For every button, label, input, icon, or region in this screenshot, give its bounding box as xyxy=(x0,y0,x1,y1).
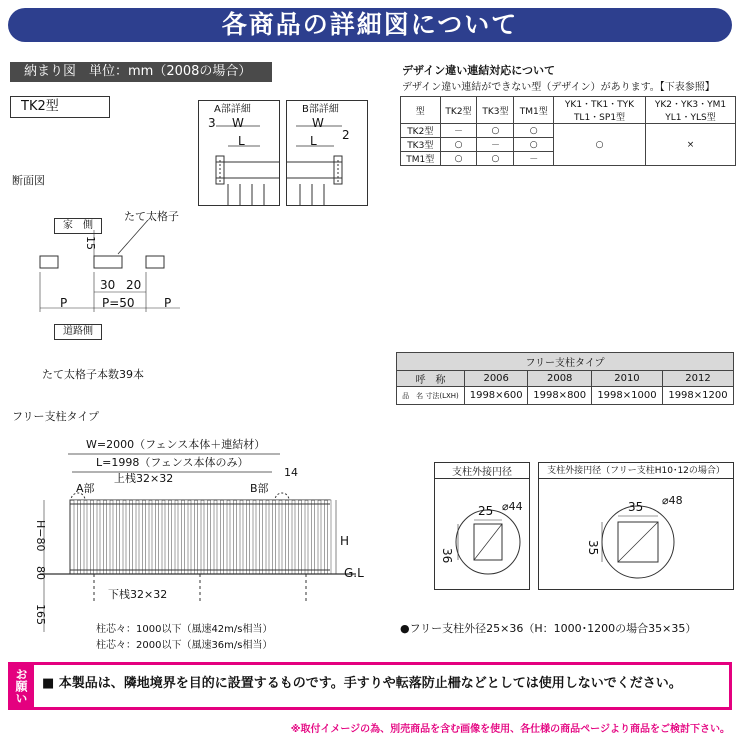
detail-b-dim: 2 xyxy=(342,128,350,142)
road-side-label: 道路側 xyxy=(54,324,102,340)
section-heading: 納まり図 単位：mm（2008の場合） xyxy=(10,62,272,82)
dim-15: 15 xyxy=(84,236,97,250)
fence-slat xyxy=(289,500,293,574)
design-cell: － xyxy=(440,124,477,138)
design-subtitle: デザイン違い連結ができない型（デザイン）があります。【下表参照】 xyxy=(402,82,715,93)
w-label: W=2000（フェンス本体＋連結材） xyxy=(86,438,266,451)
dim-20: 20 xyxy=(126,278,142,292)
dim-p-left: P xyxy=(60,296,68,310)
post-pitch-2: 柱芯々：2000以下（風速36m/s相当） xyxy=(96,640,273,651)
design-header: TM1型 xyxy=(514,97,554,124)
fence-slat xyxy=(165,500,169,574)
fence-slat xyxy=(243,500,247,574)
dim-14: 14 xyxy=(284,466,298,479)
design-header: YK1・TK1・TYK TL1・SP1型 xyxy=(554,97,646,124)
fence-slat xyxy=(191,500,195,574)
detail-b-drawing xyxy=(286,112,368,206)
free-table-call: 2012 xyxy=(662,371,733,387)
post-1-diameter: ⌀44 xyxy=(502,500,523,513)
design-cell: ○ xyxy=(514,138,554,152)
bottom-rail-label: 下桟32×32 xyxy=(108,588,168,601)
fence-slat xyxy=(211,500,215,574)
fence-slat xyxy=(107,500,111,574)
detail-a-title: A部詳細 xyxy=(214,104,251,115)
fence-slat xyxy=(172,500,176,574)
fence-slat xyxy=(302,500,306,574)
post-2-drawing xyxy=(538,480,734,590)
design-cell: × xyxy=(646,124,736,166)
design-header: YK2・YK3・YM1 YL1・YLS型 xyxy=(646,97,736,124)
fence-slat xyxy=(237,500,241,574)
fence-slat xyxy=(217,500,221,574)
free-table-name-label: 品 名 xyxy=(402,391,424,400)
fence-slat xyxy=(328,500,332,574)
fence-slat xyxy=(94,500,98,574)
free-table-dim: 1998×1200 xyxy=(662,387,733,405)
a-part-label: A部 xyxy=(76,482,95,495)
h-label: H xyxy=(340,534,350,548)
free-post-table xyxy=(396,352,734,405)
fence-slat xyxy=(159,500,163,574)
detail-b-l: L xyxy=(310,134,317,148)
design-title: デザイン違い連結対応について xyxy=(402,64,556,77)
free-table-dim-label: 寸法(LXH) xyxy=(425,391,459,400)
section-title: 断面図 xyxy=(12,174,45,187)
post-2-title: 支柱外接円径（フリー支柱H10･12の場合） xyxy=(538,463,734,479)
detail-b-title: B部詳細 xyxy=(302,104,339,115)
free-table-title: フリー支柱タイプ xyxy=(397,353,734,371)
post-2-height: 35 xyxy=(586,540,600,556)
design-cell: ○ xyxy=(477,124,514,138)
fence-slat xyxy=(81,500,85,574)
design-cell: ○ xyxy=(554,124,646,166)
fence-slat xyxy=(120,500,124,574)
fence-slat xyxy=(74,500,78,574)
post-pitch-1: 柱芯々：1000以下（風速42m/s相当） xyxy=(96,624,273,635)
elevation-title: フリー支柱タイプ xyxy=(12,410,100,423)
post-2-diameter: ⌀48 xyxy=(662,494,683,507)
fence-slat xyxy=(146,500,150,574)
fence-slat xyxy=(315,500,319,574)
design-cell: ○ xyxy=(440,152,477,166)
fence-slat xyxy=(224,500,228,574)
fence-slat xyxy=(133,500,137,574)
fence-slat xyxy=(321,500,325,574)
b-part-label: B部 xyxy=(250,482,269,495)
notice-text: ■ 本製品は、隣地境界を目的に設置するものです。手すりや転落防止柵などとしては使用しないでください。 xyxy=(42,676,682,691)
page-banner: 各商品の詳細図について xyxy=(8,8,732,42)
post-1-height: 36 xyxy=(440,548,454,564)
bar-count: たて太格子本数39本 xyxy=(42,368,144,381)
detail-a-dim: 3 xyxy=(208,116,216,130)
top-rail-label: 上桟32×32 xyxy=(114,472,174,485)
free-table-dim: 1998×1000 xyxy=(591,387,662,405)
fence-slat xyxy=(113,500,117,574)
l-label: L=1998（フェンス本体のみ） xyxy=(96,456,249,469)
fence-slat xyxy=(204,500,208,574)
fence-slat xyxy=(126,500,130,574)
free-table-call: 2010 xyxy=(591,371,662,387)
design-table xyxy=(400,96,736,166)
dim-p50: P=50 xyxy=(102,296,135,310)
fence-slat xyxy=(269,500,273,574)
fence-slat xyxy=(250,500,254,574)
design-cell: － xyxy=(514,152,554,166)
post-1-drawing xyxy=(434,480,530,590)
fence-slat xyxy=(282,500,286,574)
free-table-dim: 1998×800 xyxy=(528,387,592,405)
design-cell: － xyxy=(477,138,514,152)
detail-a-l: L xyxy=(238,134,245,148)
fence-elevation xyxy=(10,444,390,634)
design-cell: TM1型 xyxy=(401,152,441,166)
fence-slat xyxy=(256,500,260,574)
fence-slat xyxy=(230,500,234,574)
dim-80-label: 80 xyxy=(34,566,47,580)
design-cell: TK2型 xyxy=(401,124,441,138)
detail-a-w: W xyxy=(232,116,244,130)
house-side-label: 家 側 xyxy=(54,218,102,234)
dim-165-label: 165 xyxy=(34,604,47,625)
design-cell: TK3型 xyxy=(401,138,441,152)
design-cell: ○ xyxy=(477,152,514,166)
free-table-call-label: 呼 称 xyxy=(397,371,465,387)
bar-label: たて太格子 xyxy=(124,210,179,223)
fence-slat xyxy=(198,500,202,574)
post-note: ●フリー支柱外径25×36（H：1000･1200の場合35×35） xyxy=(400,622,697,635)
post-1-title: 支柱外接円径 xyxy=(434,463,530,479)
fence-slat xyxy=(139,500,143,574)
gl-label: G.L xyxy=(344,566,364,580)
fence-slat xyxy=(152,500,156,574)
design-cell: ○ xyxy=(514,124,554,138)
fence-slat xyxy=(178,500,182,574)
notice-tag: お願い xyxy=(8,662,34,710)
design-cell: ○ xyxy=(440,138,477,152)
fence-slat xyxy=(185,500,189,574)
design-header: TK2型 xyxy=(440,97,477,124)
dim-p-right: P xyxy=(164,296,172,310)
fence-slat xyxy=(295,500,299,574)
free-table-dim: 1998×600 xyxy=(464,387,528,405)
h-minus-80-label: H−80 xyxy=(34,520,47,552)
fence-slat xyxy=(308,500,312,574)
fence-slat xyxy=(100,500,104,574)
fence-slat xyxy=(276,500,280,574)
fence-slat xyxy=(87,500,91,574)
free-table-call: 2008 xyxy=(528,371,592,387)
post-1-width: 25 xyxy=(478,504,494,518)
design-header: 型 xyxy=(401,97,441,124)
design-header: TK3型 xyxy=(477,97,514,124)
dim-30: 30 xyxy=(100,278,116,292)
post-2-width: 35 xyxy=(628,500,644,514)
footnote: ※取付イメージの為、別売商品を含む画像を使用、各仕様の商品ページより商品をご検討下さい。 xyxy=(290,724,730,735)
fence-slat xyxy=(263,500,267,574)
detail-b-w: W xyxy=(312,116,324,130)
free-table-call: 2006 xyxy=(464,371,528,387)
model-label: TK2型 xyxy=(10,96,110,118)
